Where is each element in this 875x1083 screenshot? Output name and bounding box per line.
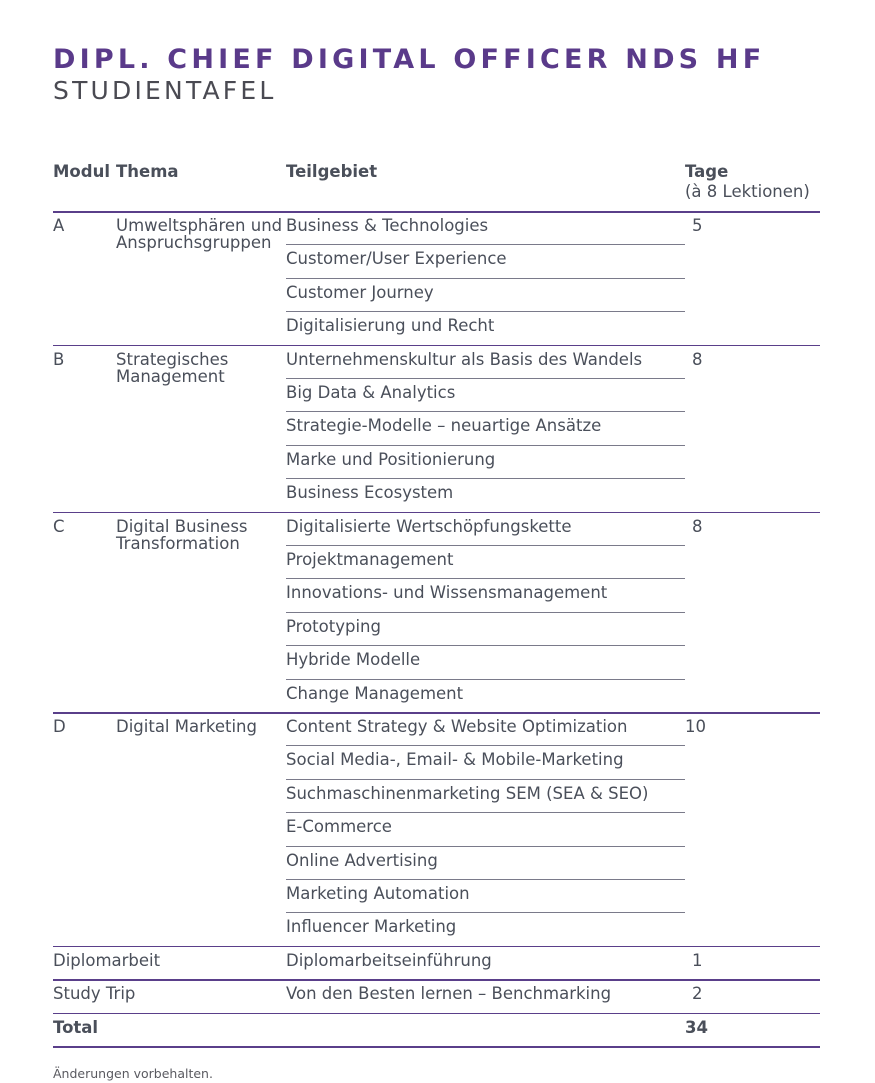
document-title: DIPL. CHIEF DIGITAL OFFICER NDS HF <box>53 44 766 75</box>
module-thema: Digital Business <box>116 516 248 536</box>
module-code: B <box>53 349 65 369</box>
extra-row-tage: 2 <box>692 984 703 1004</box>
total-tage: 34 <box>685 1017 708 1037</box>
topic-divider <box>286 912 685 913</box>
topic-divider <box>286 812 685 813</box>
module-code: C <box>53 516 65 536</box>
teilgebiet-item: Customer/User Experience <box>286 249 507 269</box>
row-divider <box>53 512 820 514</box>
teilgebiet-item: Prototyping <box>286 616 381 636</box>
module-tage: 10 <box>685 717 706 736</box>
row-divider <box>53 1046 820 1048</box>
topic-divider <box>286 612 685 613</box>
teilgebiet-item: Big Data & Analytics <box>286 383 456 402</box>
module-tage: 8 <box>692 516 703 536</box>
module-thema: Management <box>116 366 225 386</box>
module-thema: Umweltsphären und <box>116 216 283 235</box>
topic-divider <box>286 779 685 780</box>
topic-divider <box>286 679 685 680</box>
row-divider <box>53 979 820 981</box>
topic-divider <box>286 278 685 279</box>
teilgebiet-item: Von den Besten lernen – Benchmarking <box>286 984 612 1004</box>
teilgebiet-item: Strategie-Modelle – neuartige Ansätze <box>286 416 602 436</box>
teilgebiet-item: Unternehmenskultur als Basis des Wandels <box>286 349 643 369</box>
header-teilgebiet: Teilgebiet <box>286 162 378 181</box>
topic-divider <box>286 745 685 746</box>
teilgebiet-item: Hybride Modelle <box>286 650 421 670</box>
topic-divider <box>286 545 685 546</box>
topic-divider <box>286 244 685 245</box>
teilgebiet-item: Diplomarbeitseinführung <box>286 950 492 970</box>
teilgebiet-item: Content Strategy & Website Optimization <box>286 717 628 736</box>
module-thema: Strategisches <box>116 349 229 369</box>
total-label: Total <box>53 1017 99 1037</box>
teilgebiet-item: Social Media-, Email- & Mobile-Marketing <box>286 750 624 770</box>
header-tage-sub: (à 8 Lektionen) <box>685 182 810 201</box>
topic-divider <box>286 445 685 446</box>
extra-row-label: Diplomarbeit <box>53 950 161 970</box>
extra-row-label: Study Trip <box>53 984 136 1004</box>
header-modul: Modul <box>53 162 110 181</box>
teilgebiet-item: Suchmaschinenmarketing SEM (SEA & SEO) <box>286 783 649 803</box>
extra-row-tage: 1 <box>692 950 703 970</box>
teilgebiet-item: Online Advertising <box>286 850 438 870</box>
module-tage: 8 <box>692 349 703 369</box>
row-divider <box>53 345 820 347</box>
teilgebiet-item: E-Commerce <box>286 817 392 837</box>
row-divider <box>53 946 820 948</box>
header-tage: Tage <box>685 162 729 181</box>
teilgebiet-item: Customer Journey <box>286 282 434 302</box>
module-code: D <box>53 717 66 736</box>
module-tage: 5 <box>692 216 703 235</box>
row-divider <box>53 1013 820 1015</box>
teilgebiet-item: Influencer Marketing <box>286 917 457 937</box>
topic-divider <box>286 478 685 479</box>
teilgebiet-item: Business & Technologies <box>286 216 489 235</box>
module-thema: Transformation <box>116 533 240 553</box>
row-divider <box>53 211 820 213</box>
row-divider <box>53 712 820 714</box>
document-subtitle: STUDIENTAFEL <box>53 76 277 105</box>
topic-divider <box>286 311 685 312</box>
topic-divider <box>286 411 685 412</box>
footnote: Änderungen vorbehalten. <box>53 1066 213 1081</box>
module-code: A <box>53 216 65 235</box>
teilgebiet-item: Projektmanagement <box>286 550 454 569</box>
teilgebiet-item: Marketing Automation <box>286 884 470 903</box>
module-thema: Anspruchsgruppen <box>116 233 272 252</box>
teilgebiet-item: Innovations- und Wissensmanagement <box>286 583 608 603</box>
teilgebiet-item: Digitalisierung und Recht <box>286 316 495 336</box>
header-thema: Thema <box>116 162 179 181</box>
topic-divider <box>286 645 685 646</box>
topic-divider <box>286 846 685 847</box>
teilgebiet-item: Digitalisierte Wertschöpfungskette <box>286 516 572 536</box>
topic-divider <box>286 378 685 379</box>
teilgebiet-item: Marke und Positionierung <box>286 449 496 469</box>
teilgebiet-item: Change Management <box>286 683 464 703</box>
topic-divider <box>286 578 685 579</box>
topic-divider <box>286 879 685 880</box>
teilgebiet-item: Business Ecosystem <box>286 483 454 503</box>
module-thema: Digital Marketing <box>116 717 257 736</box>
